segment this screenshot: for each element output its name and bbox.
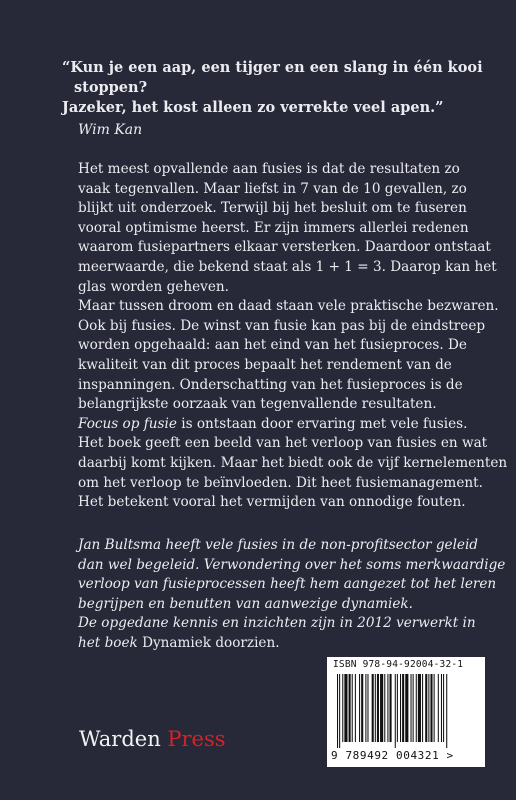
bio-line: De opgedane kennis en inzichten zijn in 2012 verwerkt in bbox=[78, 615, 476, 632]
barcode-bar bbox=[416, 674, 417, 742]
book-title-focus-op-fusie: Focus op fusie bbox=[78, 415, 177, 432]
blurb-line: Maar tussen droom en daad staan vele praktische bezwaren. bbox=[78, 298, 499, 315]
barcode-bar bbox=[402, 674, 404, 742]
blurb-line: Het boek geeft een beeld van het verloop van fusies en wat bbox=[78, 435, 488, 452]
blurb-line: meerwaarde, die bekend staat als 1 + 1 = 3. Daarop kan het bbox=[78, 258, 497, 275]
publisher-logo bbox=[79, 727, 226, 751]
publisher-name-press: Press bbox=[167, 727, 226, 751]
barcode-bar bbox=[337, 674, 338, 748]
blurb-line: om het verloop te beïnvloeden. Dit heet fusiemanagement. bbox=[78, 474, 483, 491]
blurb-line: vaak tegenvallen. Maar liefst in 7 van de 10 gevallen, zo bbox=[78, 180, 467, 197]
bio-line: Jan Bultsma heeft vele fusies in de non-profitsector geleid bbox=[78, 537, 479, 553]
barcode-bar bbox=[430, 674, 432, 742]
barcode-bar bbox=[434, 674, 435, 742]
barcode-bar bbox=[377, 674, 379, 742]
publisher-name-warden: Warden bbox=[79, 727, 168, 751]
blurb-line: Het meest opvallende aan fusies is dat de resultaten zo bbox=[78, 161, 460, 177]
barcode-bar bbox=[365, 674, 366, 742]
quote-line-1: “Kun je een aap, een tijger en een slang in één kooi bbox=[62, 59, 483, 76]
barcode-bar bbox=[413, 674, 414, 742]
bio-line: dan wel begeleid. Verwondering over het soms merkwaardige bbox=[78, 556, 506, 573]
barcode-bar bbox=[418, 674, 421, 742]
blurb-line: daarbij komt kijken. Maar het biedt ook de vijf kernelementen bbox=[78, 454, 508, 471]
barcode-bar bbox=[443, 674, 444, 742]
quote-line-3: Jazeker, het kost alleen zo verrekte veel apen.” bbox=[62, 99, 444, 116]
barcode-bar bbox=[361, 674, 363, 742]
blurb-line: vooral optimisme heerst. Er zijn immers allerlei redenen bbox=[78, 219, 469, 236]
barcode-bar bbox=[422, 674, 423, 742]
barcode-bar bbox=[355, 674, 356, 742]
barcode-bar bbox=[405, 674, 408, 742]
blurb-line: kwaliteit van dit proces bepaalt het rendement van de bbox=[78, 356, 452, 373]
barcode-bar bbox=[395, 674, 396, 748]
blurb-line: waarom fusiepartners elkaar versterken. Daardoor ontstaat bbox=[78, 239, 491, 256]
barcode-bar bbox=[375, 674, 376, 742]
bio-line: verloop van fusieprocessen heeft hem aangezet tot het leren bbox=[78, 576, 497, 593]
barcode-bar bbox=[344, 674, 347, 742]
barcode-digits: 9 789492 004321 > bbox=[331, 749, 454, 762]
book-title-dynamiek-doorzien: Dynamiek doorzien. bbox=[142, 634, 280, 651]
barcode-bar bbox=[352, 674, 353, 742]
bio-last-prefix: het boek bbox=[78, 634, 143, 651]
barcode-bar bbox=[411, 674, 412, 742]
barcode-bars bbox=[337, 674, 477, 748]
blurb-line: inspanningen. Onderschatting van het fusieproces is de bbox=[78, 376, 463, 393]
barcode-bar bbox=[339, 674, 340, 748]
barcode-bar bbox=[441, 674, 442, 742]
blurb-line: worden opgehaald: aan het eind van het fusieproces. De bbox=[78, 337, 467, 354]
focus-line-rest: is ontstaan door ervaring met vele fusies. bbox=[176, 415, 468, 432]
barcode-bar bbox=[349, 674, 351, 742]
barcode-bar bbox=[359, 674, 360, 742]
barcode-bar bbox=[446, 674, 447, 748]
blurb-line: belangrijkste oorzaak van tegenvallende resultaten. bbox=[78, 396, 437, 413]
barcode-bar bbox=[367, 674, 368, 742]
bio-line-last bbox=[78, 634, 478, 654]
barcode-bar bbox=[390, 674, 392, 742]
blurb-line-focus bbox=[78, 415, 478, 435]
barcode-bar bbox=[400, 674, 401, 742]
barcode-bar bbox=[428, 674, 429, 742]
bio-line: begrijpen en benutten van aanwezige dynamiek. bbox=[78, 595, 413, 612]
isbn-label: ISBN 978-94-92004-32-1 bbox=[333, 659, 464, 670]
blurb-line: Het betekent vooral het vermijden van onnodige fouten. bbox=[78, 494, 466, 511]
quote-attribution: Wim Kan bbox=[78, 122, 143, 138]
barcode-bar bbox=[387, 674, 388, 742]
blurb-line: Ook bij fusies. De winst van fusie kan pas bij de eindstreep bbox=[78, 317, 486, 334]
barcode-bar bbox=[380, 674, 383, 742]
quote-line-2: stoppen? bbox=[74, 79, 148, 96]
barcode-bar bbox=[372, 674, 374, 742]
author-bio bbox=[78, 536, 506, 654]
opening-quote bbox=[62, 58, 482, 118]
barcode-bar bbox=[438, 674, 439, 742]
barcode-bar bbox=[425, 674, 427, 742]
blurb-line: blijkt uit onderzoek. Terwijl bij het besluit om te fuseren bbox=[78, 200, 467, 217]
barcode-bar bbox=[384, 674, 385, 742]
blurb-text bbox=[78, 160, 508, 513]
barcode-bar bbox=[342, 674, 343, 742]
barcode-bar bbox=[397, 674, 398, 742]
blurb-line: glas worden geheven. bbox=[78, 278, 229, 295]
isbn-barcode bbox=[327, 657, 485, 767]
